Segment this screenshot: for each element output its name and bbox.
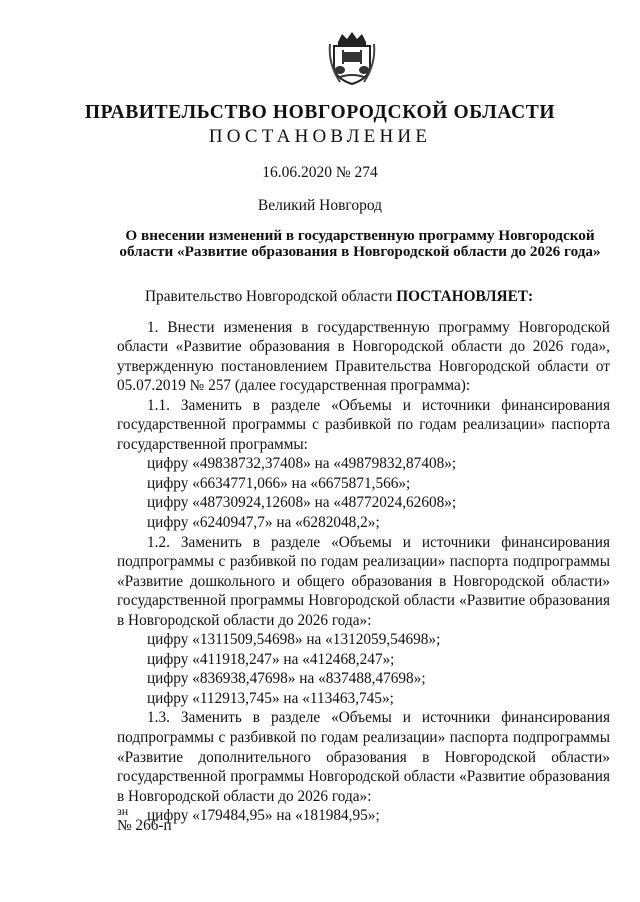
clause-1-3: 1.3. Заменить в разделе «Объемы и источники финансирования подпрограммы с разбивкой по годам реализации» паспорта подпрограммы «Развитие дополнительного образования в Новгородской области» государственной программы Новгородской области «Развитие образования в Новгородской области до 2026 года»: [117, 709, 610, 805]
lead-text: Правительство Новгородской области [145, 288, 397, 305]
replacement-line: цифру «49838732,37408» на «49879832,87408»; [147, 455, 457, 473]
organization-title: ПРАВИТЕЛЬСТВО НОВГОРОДСКОЙ ОБЛАСТИ [84, 102, 556, 123]
city: Великий Новгород [257, 197, 383, 214]
subject-line-1: О внесении изменений в государственную программу Новгородской [125, 227, 595, 244]
clause-1-1: 1.1. Заменить в разделе «Объемы и источники финансирования государственной программы с разбивкой по годам реализации» паспорта государственной программы: [117, 396, 610, 453]
document-body [117, 287, 610, 826]
replacement-line: цифру «836938,47698» на «837488,47698»; [147, 670, 426, 688]
document-subject [100, 228, 620, 260]
lead-resolves: ПОСТАНОВЛЯЕТ: [396, 288, 534, 305]
document-type: ПОСТАНОВЛЕНИЕ [208, 126, 432, 147]
replacement-line: цифру «411918,247» на «412468,247»; [147, 650, 395, 668]
novgorod-coat-of-arms-icon [326, 30, 378, 86]
date-and-number: 16.06.2020 № 274 [262, 164, 378, 181]
clause-1-2: 1.2. Заменить в разделе «Объемы и источники финансирования подпрограммы с разбивкой по годам реализации» паспорта подпрограммы «Развитие дошкольного и общего образования в Новгородской области» государственной программы Новгородской области «Развитие образования в Новгородской области до 2026 года»: [117, 533, 610, 629]
resolution-lead [117, 287, 610, 307]
footer-initials: зн [117, 804, 129, 818]
replacement-line: цифру «112913,745» на «113463,745»; [147, 689, 394, 707]
replacement-line: цифру «48730924,12608» на «48772024,62608»; [147, 494, 457, 512]
replacement-line: цифру «179484,95» на «181984,95»; [147, 807, 380, 825]
replacement-line: цифру «1311509,54698» на «1312059,54698»; [147, 631, 441, 649]
replacement-line: цифру «6634771,066» на «6675871,566»; [147, 474, 411, 492]
clause-1: 1. Внести изменения в государственную программу Новгородской области «Развитие образования в Новгородской области до 2026 года», утвержденную постановлением Правительства Новгородской области от 05.07.2019 № 257 (далее государственная программа): [117, 318, 610, 395]
footer-doc-number: № 266-п [117, 817, 172, 834]
subject-line-2: области «Развитие образования в Новгородской области до 2026 года» [119, 243, 601, 260]
replacement-line: цифру «6240947,7» на «6282048,2»; [147, 514, 380, 532]
